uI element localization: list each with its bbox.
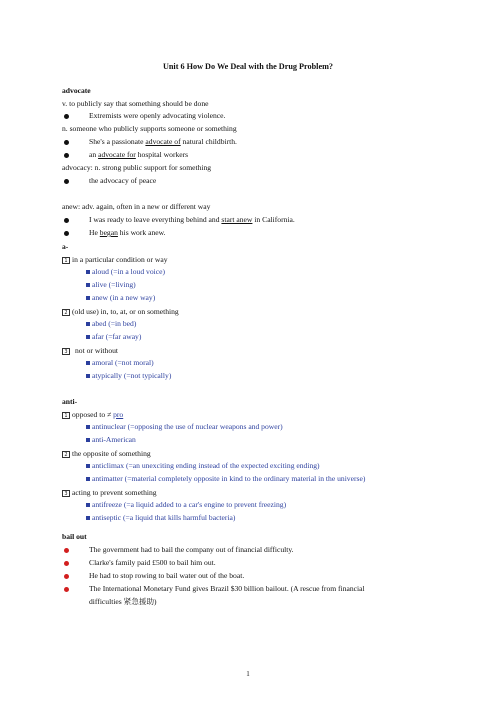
a-prefix-example: abed (=in bed) — [92, 319, 137, 328]
sense-number-icon: 1 — [62, 412, 70, 419]
sense-number-icon: 2 — [62, 451, 70, 458]
anew-definition: anew: adv. again, often in a new or different way — [62, 202, 211, 211]
example-marker-icon — [86, 361, 90, 365]
bullet-icon — [64, 574, 69, 579]
bail-out-example-3: He had to stop rowing to bail water out of the boat. — [89, 571, 245, 580]
a-prefix-example: atypically (=not typically) — [92, 371, 172, 380]
example-marker-icon — [86, 335, 90, 339]
example-marker-icon — [86, 296, 90, 300]
anti-prefix-sense-3-definition: acting to prevent something — [72, 488, 157, 497]
example-marker-icon — [86, 374, 90, 378]
a-prefix-example: alive (=living) — [92, 280, 136, 289]
anew-example-1: I was ready to leave everything behind and start anew in California. — [89, 215, 295, 224]
example-marker-icon — [86, 270, 90, 274]
example-marker-icon — [86, 477, 90, 481]
entry-head-a-prefix: a- — [62, 242, 69, 251]
anti-prefix-sense-2-definition: the opposite of something — [72, 449, 151, 458]
bullet-icon — [64, 561, 69, 566]
bail-out-example-4-line-2: difficulties 紧急援助) — [89, 597, 157, 606]
anti-prefix-example: antimatter (=material completely opposite in kind to the ordinary material in the universe) — [92, 474, 366, 483]
advocate-verb-example: Extremists were openly advocating violence. — [89, 111, 226, 120]
example-marker-icon — [86, 438, 90, 442]
example-marker-icon — [86, 464, 90, 468]
example-marker-icon — [86, 503, 90, 507]
anti-prefix-example: antifreeze (=a liquid added to a car's engine to prevent freezing) — [92, 500, 287, 509]
entry-head-anti-prefix: anti- — [62, 397, 78, 406]
bail-out-example-2: Clarke's family paid £500 to bail him out. — [89, 558, 216, 567]
example-marker-icon — [86, 425, 90, 429]
example-marker-icon — [86, 516, 90, 520]
sense-number-icon: 2 — [62, 309, 70, 316]
anti-prefix-example: antinuclear (=opposing the use of nuclear weapons and power) — [92, 422, 283, 431]
a-prefix-sense-2-definition: (old use) in, to, at, or on something — [72, 307, 179, 316]
bail-out-example-1: The government had to bail the company out of financial difficulty. — [89, 545, 294, 554]
a-prefix-example: afar (=far away) — [92, 332, 142, 341]
anti-prefix-example: antiseptic (=a liquid that kills harmful bacteria) — [92, 513, 236, 522]
bullet-icon — [64, 114, 69, 119]
bail-out-example-4-line-1: The International Monetary Fund gives Brazil $30 billion bailout. (A rescue from financial — [89, 584, 365, 593]
page-number: 1 — [246, 670, 250, 678]
advocate-noun-definition: n. someone who publicly supports someone or something — [62, 124, 237, 133]
anew-example-2: He began his work anew. — [89, 228, 166, 237]
entry-head-advocate: advocate — [62, 86, 91, 95]
sense-number-icon: 3 — [62, 348, 70, 355]
a-prefix-example: aloud (=in a loud voice) — [92, 267, 166, 276]
sense-number-icon: 3 — [62, 490, 70, 497]
entry-head-bail-out: bail out — [62, 532, 87, 541]
bullet-icon — [64, 218, 69, 223]
advocate-verb-definition: v. to publicly say that something should be done — [62, 99, 209, 108]
sense-number-icon: 1 — [62, 257, 70, 264]
anti-prefix-example: anticlimax (=an unexciting ending instead of the expected exciting ending) — [92, 461, 320, 470]
bullet-icon — [64, 140, 69, 145]
example-marker-icon — [86, 322, 90, 326]
example-marker-icon — [86, 283, 90, 287]
bullet-icon — [64, 231, 69, 236]
bullet-icon — [64, 179, 69, 184]
advocate-noun-example-1: She's a passionate advocate of natural childbirth. — [89, 137, 237, 146]
bullet-icon — [64, 153, 69, 158]
page-title: Unit 6 How Do We Deal with the Drug Problem? — [162, 62, 334, 71]
a-prefix-sense-3-definition: not or without — [75, 346, 119, 355]
advocate-noun-example-2: an advocate for hospital workers — [89, 150, 189, 159]
bullet-icon — [64, 587, 69, 592]
advocacy-example: the advocacy of peace — [89, 176, 157, 185]
a-prefix-sense-1-definition: in a particular condition or way — [72, 255, 168, 264]
a-prefix-example: anew (in a new way) — [92, 293, 156, 302]
bullet-icon — [64, 548, 69, 553]
advocacy-definition: advocacy: n. strong public support for something — [62, 163, 212, 172]
anti-prefix-example: anti-American — [92, 435, 136, 444]
anti-prefix-sense-1-definition: opposed to ≠ pro — [72, 410, 124, 419]
a-prefix-example: amoral (=not moral) — [92, 358, 154, 367]
